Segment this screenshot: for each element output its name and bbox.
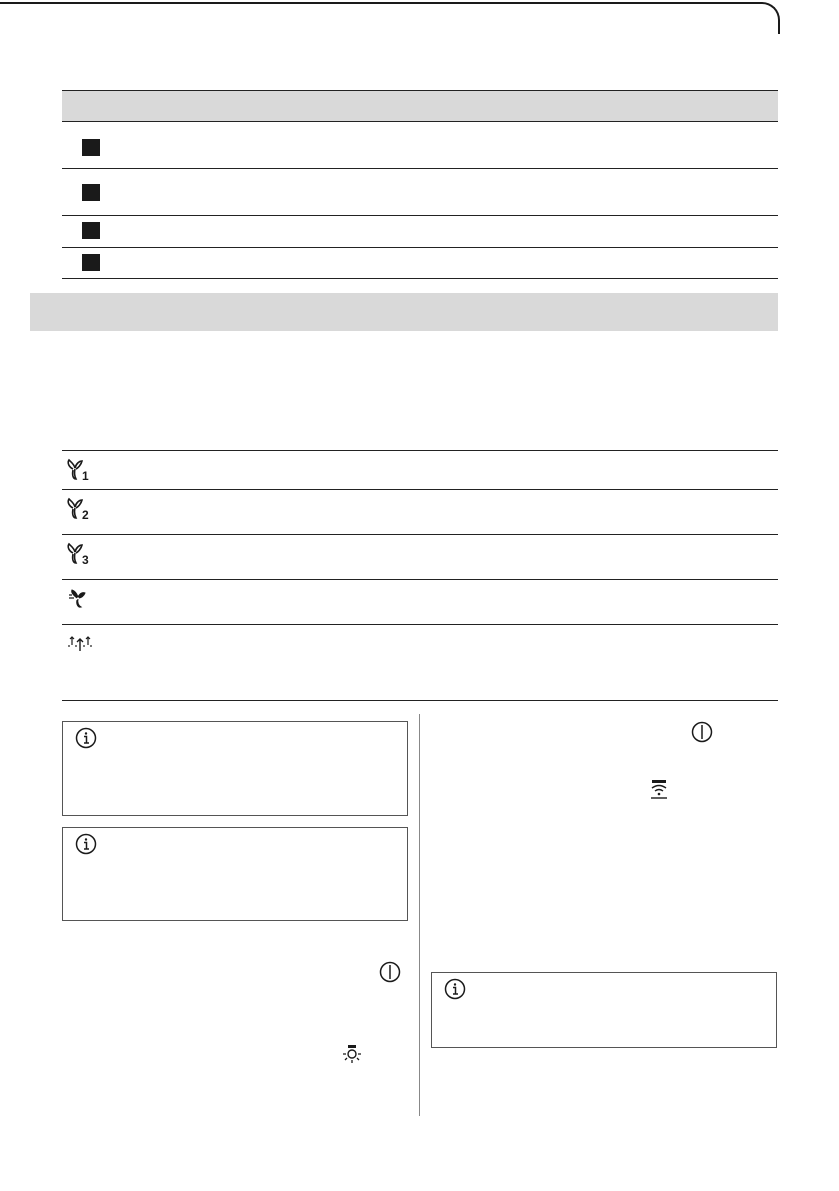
connectivity-icon: [647, 777, 671, 801]
square-marker-icon: [82, 254, 100, 271]
fan-mode-table: [62, 450, 778, 701]
auto-mode-arrows-icon: [66, 631, 94, 657]
power-icon: [378, 960, 402, 984]
table-row: [62, 451, 778, 490]
section-heading-band: [30, 293, 778, 331]
fan-speed-1-icon: [66, 457, 94, 483]
legend-table: [62, 90, 778, 279]
table-row: [62, 580, 778, 625]
table-row: [62, 535, 778, 580]
page-top-rule: [0, 0, 780, 3]
square-marker-icon: [82, 184, 100, 201]
column-divider: [419, 714, 420, 1116]
svg-text:1: 1: [82, 469, 89, 483]
info-icon: [75, 727, 97, 749]
info-icon: [75, 833, 97, 855]
table-header: [62, 90, 778, 122]
info-icon: [444, 978, 466, 1000]
power-icon: [690, 720, 714, 744]
table-row: [62, 169, 778, 216]
svg-text:2: 2: [82, 508, 89, 522]
svg-text:3: 3: [82, 553, 89, 567]
square-marker-icon: [82, 139, 100, 156]
info-note-box: [62, 721, 408, 816]
square-marker-icon: [82, 222, 100, 239]
table-row: [62, 122, 778, 169]
light-icon: [340, 1042, 364, 1066]
table-row: [62, 216, 778, 248]
fan-boost-icon: [66, 586, 94, 612]
table-row: [62, 248, 778, 279]
fan-speed-3-icon: [66, 541, 94, 567]
info-note-box: [431, 972, 777, 1048]
info-note-box: [62, 827, 408, 921]
fan-speed-2-icon: [66, 496, 94, 522]
table-row: [62, 490, 778, 535]
table-row: [62, 625, 778, 701]
